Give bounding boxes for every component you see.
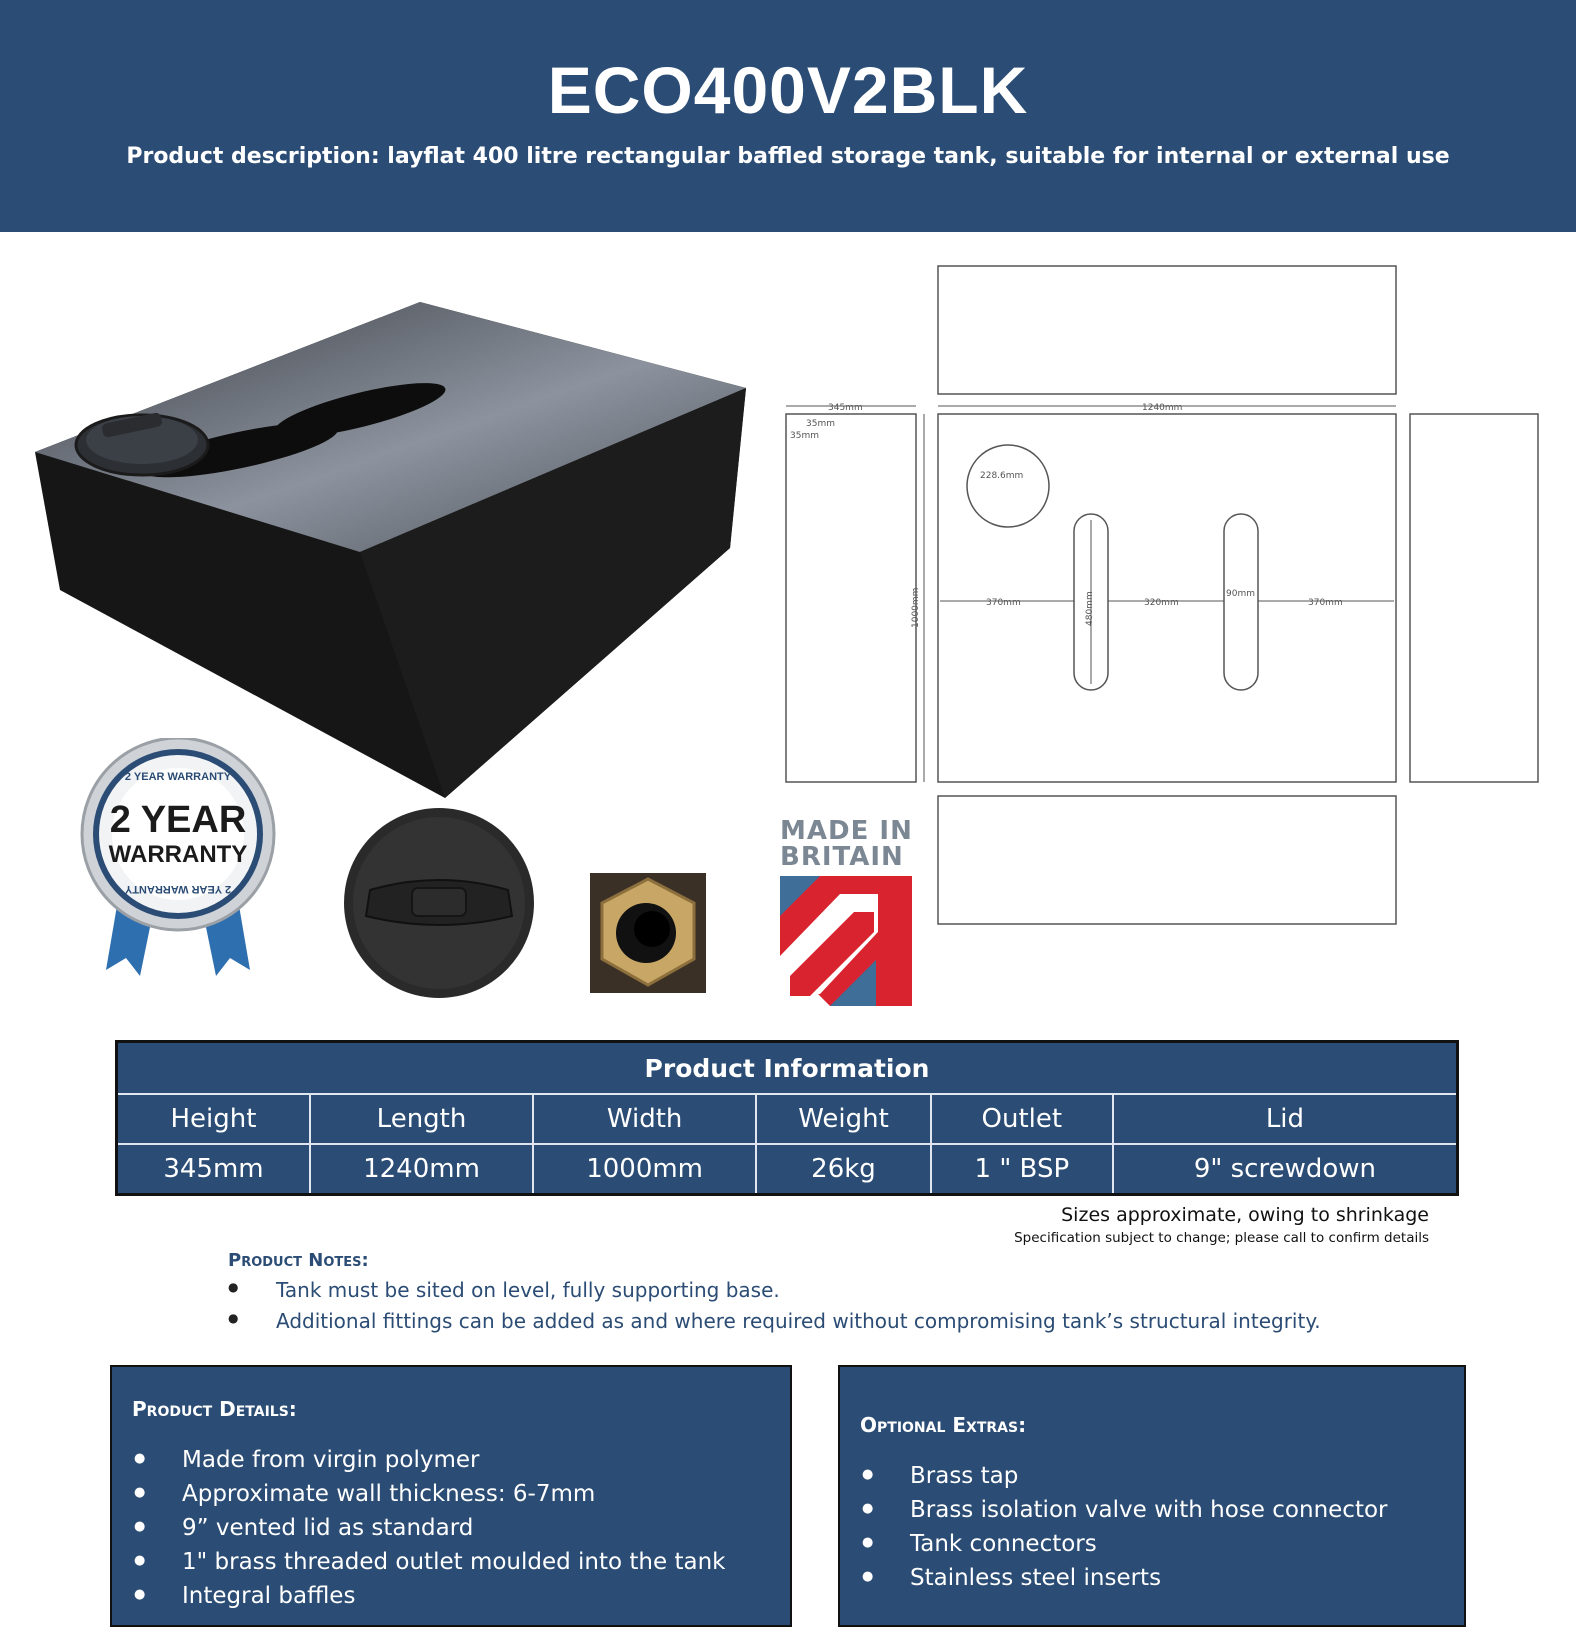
drawing-side-right bbox=[1410, 414, 1538, 782]
list-item: ● 9” vented lid as standard bbox=[134, 1515, 725, 1549]
sizes-line2: Specification subject to change; please call to confirm details bbox=[1014, 1230, 1429, 1246]
made-in-britain-logo bbox=[780, 876, 912, 1006]
list-item: ● Brass isolation valve with hose connector bbox=[862, 1497, 1388, 1531]
value-width: 1000mm bbox=[533, 1144, 756, 1195]
header-height: Height bbox=[117, 1094, 310, 1144]
dim-370b: 370mm bbox=[1308, 598, 1343, 608]
table-row bbox=[117, 1144, 1458, 1195]
list-item: ● Tank must be sited on level, fully supporting base. bbox=[228, 1278, 1321, 1309]
slot-right bbox=[1224, 514, 1258, 690]
header-weight: Weight bbox=[756, 1094, 931, 1144]
header-width: Width bbox=[533, 1094, 756, 1144]
list-item: ● Approximate wall thickness: 6-7mm bbox=[134, 1481, 725, 1515]
product-details-box bbox=[110, 1365, 792, 1627]
dim-35b: 35mm bbox=[790, 431, 819, 441]
drawing-side-top bbox=[938, 266, 1396, 394]
list-item: ● Integral baffles bbox=[134, 1583, 725, 1617]
dim-1000: 1000mm bbox=[911, 587, 921, 628]
value-height: 345mm bbox=[117, 1144, 310, 1195]
brass-outlet-image bbox=[590, 873, 706, 993]
value-weight: 26kg bbox=[756, 1144, 931, 1195]
made-in-britain-text bbox=[780, 818, 914, 870]
dim-370a: 370mm bbox=[986, 598, 1021, 608]
value-length: 1240mm bbox=[310, 1144, 533, 1195]
sizes-line1: Sizes approximate, owing to shrinkage bbox=[1061, 1204, 1429, 1226]
product-details-list bbox=[134, 1447, 725, 1617]
page-header bbox=[0, 0, 1576, 232]
dim-345: 345mm bbox=[828, 403, 863, 413]
header-length: Length bbox=[310, 1094, 533, 1144]
drawing-side-left bbox=[786, 414, 916, 782]
product-description: Product description: layflat 400 litre rectangular baffled storage tank, suitable for internal or external use bbox=[126, 144, 1450, 169]
product-info-title: Product Information bbox=[117, 1042, 1458, 1095]
optional-extras-title: Optional Extras: bbox=[860, 1413, 1027, 1437]
header-lid: Lid bbox=[1113, 1094, 1458, 1144]
list-item: ● Stainless steel inserts bbox=[862, 1565, 1388, 1599]
optional-extras-list bbox=[862, 1463, 1388, 1599]
list-item: ● Tank connectors bbox=[862, 1531, 1388, 1565]
lid-image bbox=[342, 806, 536, 1000]
product-notes-list bbox=[228, 1278, 1321, 1340]
warranty-main-2: WARRANTY bbox=[108, 841, 248, 868]
list-item: ● Brass tap bbox=[862, 1463, 1388, 1497]
dim-228: 228.6mm bbox=[980, 471, 1024, 481]
tank-product-image bbox=[30, 300, 750, 800]
lid-circle bbox=[967, 445, 1049, 527]
optional-extras-box bbox=[838, 1365, 1466, 1627]
warranty-main-1: 2 YEAR bbox=[109, 799, 247, 841]
list-item: ● 1" brass threaded outlet moulded into the tank bbox=[134, 1549, 725, 1583]
table-header-row bbox=[117, 1094, 1458, 1144]
dim-35a: 35mm bbox=[806, 419, 835, 429]
dim-1240: 1240mm bbox=[1142, 403, 1183, 413]
warranty-top-text: 2 YEAR WARRANTY bbox=[124, 771, 232, 783]
product-notes-title: Product Notes: bbox=[228, 1250, 369, 1271]
warranty-bottom-text: 2 YEAR WARRANTY bbox=[124, 883, 232, 895]
header-outlet: Outlet bbox=[931, 1094, 1113, 1144]
dim-320: 320mm bbox=[1144, 598, 1179, 608]
sizes-note bbox=[1014, 1204, 1429, 1246]
list-item: ● Made from virgin polymer bbox=[134, 1447, 725, 1481]
value-lid: 9" screwdown bbox=[1113, 1144, 1458, 1195]
product-code-title: ECO400V2BLK bbox=[547, 53, 1029, 127]
list-item: ● Additional fittings can be added as and where required without compromising tank’s structural integrity. bbox=[228, 1309, 1321, 1340]
warranty-badge bbox=[78, 738, 278, 988]
drawing-side-bottom bbox=[938, 796, 1396, 924]
made-in-line2: BRITAIN bbox=[780, 842, 904, 872]
product-info-table bbox=[115, 1040, 1459, 1196]
product-details-title: Product Details: bbox=[132, 1397, 297, 1421]
dim-90: 90mm bbox=[1226, 589, 1255, 599]
dim-480: 480mm bbox=[1085, 591, 1095, 626]
made-in-line1: MADE IN bbox=[780, 816, 913, 846]
value-outlet: 1 " BSP bbox=[931, 1144, 1113, 1195]
